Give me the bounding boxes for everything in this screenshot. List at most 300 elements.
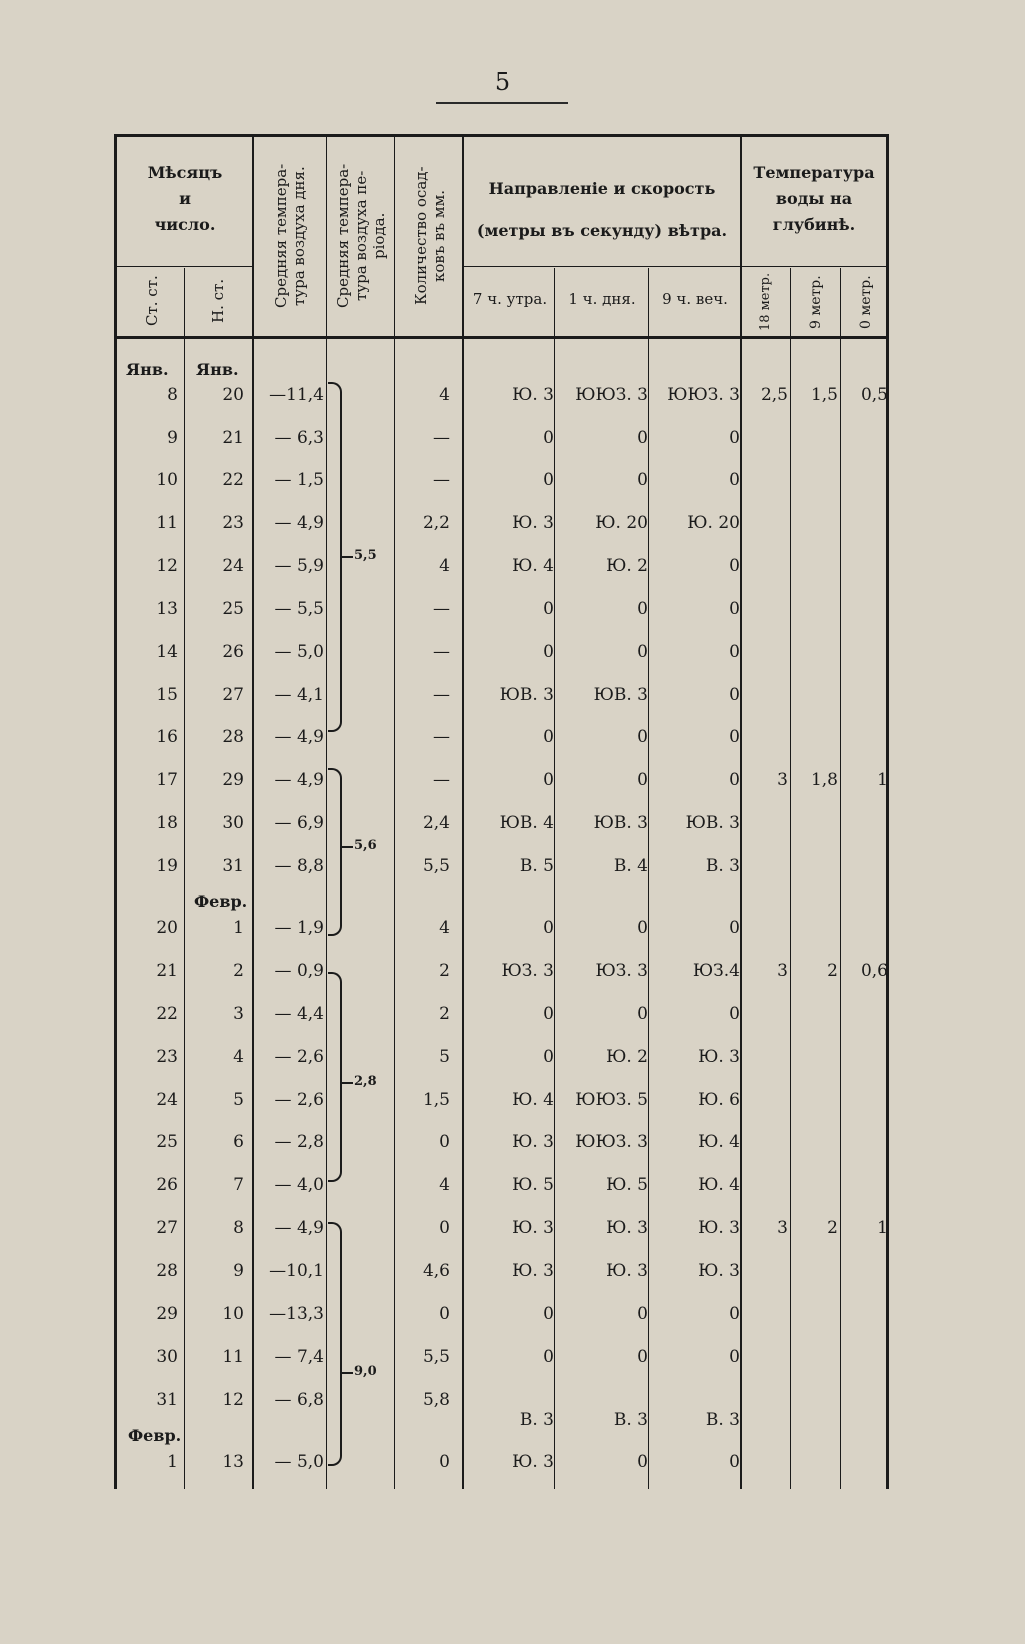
cell-d0: 1 [877, 770, 888, 790]
cell-temp: — 1,9 [274, 918, 324, 938]
cell-nst: 4 [233, 1047, 244, 1067]
cell-precip: 5,8 [422, 1390, 450, 1410]
cell-precip: — [433, 727, 450, 747]
rule-water-sub [742, 266, 887, 267]
cell-d18 [742, 1259, 788, 1283]
header-water-temp [742, 160, 886, 238]
cell-temp: — 4,9 [274, 727, 324, 747]
cell-temp: —13,3 [269, 1304, 324, 1324]
cell-precip: — [433, 428, 450, 448]
cell-w1: 0 [637, 770, 648, 790]
cell-d18 [742, 1130, 788, 1154]
cell-d0 [842, 1088, 888, 1112]
period-brace-4 [328, 1222, 342, 1466]
cell-precip: 2,2 [422, 513, 450, 533]
cell-precip: 0 [439, 1304, 450, 1324]
cell-precip: 0 [439, 1218, 450, 1238]
cell-d18 [742, 554, 788, 578]
cell-w7: Ю. 3 [512, 385, 554, 405]
cell-d9 [792, 640, 838, 664]
cell-d18 [742, 1388, 788, 1412]
cell-w7: 0 [543, 1347, 554, 1367]
cell-temp: — 5,0 [274, 642, 324, 662]
cell-d18 [742, 640, 788, 664]
cell-w7: Ю. 3 [512, 513, 554, 533]
cell-temp: — 4,0 [274, 1175, 324, 1195]
cell-w1: 0 [637, 1347, 648, 1367]
cell-nst: 31 [222, 856, 244, 876]
header-precip: Количество осад- ковъ въ мм. [412, 166, 448, 306]
month-label-jan-new: Янв. [196, 360, 239, 379]
cell-d0 [842, 811, 888, 835]
cell-precip: 5 [439, 1047, 450, 1067]
cell-nst: 7 [233, 1175, 244, 1195]
cell-d9 [792, 1130, 838, 1154]
cell-d9 [792, 1045, 838, 1069]
cell-temp: — 5,5 [274, 599, 324, 619]
cell-w9: Ю. 3 [698, 1261, 740, 1281]
header-wind-line-2: (метры въ секунду) вѣтра. [476, 221, 728, 240]
cell-precip: 2 [439, 961, 450, 981]
cell-w7: Ю. 4 [512, 556, 554, 576]
cell-precip: 2 [439, 1004, 450, 1024]
cell-d0 [842, 511, 888, 535]
page-number: 5 [494, 68, 511, 96]
wind-9pm-extra: В. 3 [705, 1410, 740, 1430]
cell-temp: — 2,6 [274, 1090, 324, 1110]
cell-d0 [842, 426, 888, 450]
cell-w9: 0 [729, 642, 740, 662]
header-month-line-2: и [179, 189, 191, 208]
cell-temp: — 6,3 [274, 428, 324, 448]
cell-nst: 13 [222, 1452, 244, 1472]
period-brace-1 [328, 382, 342, 732]
cell-temp: —10,1 [269, 1261, 324, 1281]
cell-d18 [742, 1045, 788, 1069]
cell-d18 [742, 683, 788, 707]
cell-precip: 5,5 [422, 856, 450, 876]
period-brace-1-tip [341, 556, 353, 558]
cell-st: 21 [156, 961, 178, 981]
cell-w1: Ю. 2 [606, 1047, 648, 1067]
cell-w1: ЮЮЗ. 5 [575, 1090, 648, 1110]
cell-w1: 0 [637, 1304, 648, 1324]
cell-w1: ЮЗ. 3 [595, 961, 648, 981]
cell-w9: 0 [729, 556, 740, 576]
cell-d9: 2 [827, 961, 838, 981]
cell-w9: Ю. 3 [698, 1218, 740, 1238]
cell-w9: Ю. 6 [698, 1090, 740, 1110]
cell-w9: 0 [729, 1452, 740, 1472]
cell-precip: — [433, 642, 450, 662]
divider-wind1-wind9 [648, 268, 649, 1489]
cell-w7: ЮЗ. 3 [501, 961, 554, 981]
cell-d0 [842, 916, 888, 940]
cell-w7: Ю. 3 [512, 1452, 554, 1472]
cell-d9 [792, 1388, 838, 1412]
header-depth-0: 0 метр. [858, 275, 874, 329]
divider-d9-d0 [840, 268, 841, 1489]
cell-d9 [792, 683, 838, 707]
period-temp-3: 2,8 [354, 1074, 377, 1089]
cell-temp: — 4,9 [274, 1218, 324, 1238]
cell-temp: — 2,6 [274, 1047, 324, 1067]
cell-d0 [842, 683, 888, 707]
cell-d9 [792, 1259, 838, 1283]
cell-precip: 4 [439, 918, 450, 938]
cell-d0 [842, 1450, 888, 1474]
header-wind-7am: 7 ч. утра. [472, 290, 548, 308]
cell-w9: 0 [729, 428, 740, 448]
month-label-jan-old: Янв. [126, 360, 169, 379]
cell-w1: 0 [637, 470, 648, 490]
cell-w9: 0 [729, 685, 740, 705]
cell-temp: — 6,9 [274, 813, 324, 833]
cell-w7: 0 [543, 1047, 554, 1067]
cell-d0 [842, 1302, 888, 1326]
header-old-style: Ст. ст. [143, 275, 161, 327]
cell-st: 10 [156, 470, 178, 490]
cell-w1: 0 [637, 1004, 648, 1024]
cell-nst: 9 [233, 1261, 244, 1281]
cell-w9: 0 [729, 1304, 740, 1324]
cell-nst: 3 [233, 1004, 244, 1024]
cell-precip: 1,5 [422, 1090, 450, 1110]
cell-nst: 29 [222, 770, 244, 790]
cell-precip: — [433, 470, 450, 490]
cell-temp: — 6,8 [274, 1390, 324, 1410]
cell-st: 15 [156, 685, 178, 705]
cell-d9: 1,5 [810, 385, 838, 405]
cell-d0 [842, 854, 888, 878]
header-wind-1pm: 1 ч. дня. [568, 290, 636, 308]
cell-w7: ЮВ. 3 [499, 685, 554, 705]
cell-d9 [792, 811, 838, 835]
cell-w9: 0 [729, 1004, 740, 1024]
cell-st: 25 [156, 1132, 178, 1152]
cell-nst: 27 [222, 685, 244, 705]
cell-w7: 0 [543, 599, 554, 619]
cell-w7: Ю. 3 [512, 1261, 554, 1281]
header-water-line-2: воды на [775, 189, 853, 208]
cell-w7: 0 [543, 1004, 554, 1024]
cell-nst: 25 [222, 599, 244, 619]
cell-st: 22 [156, 1004, 178, 1024]
cell-nst: 8 [233, 1218, 244, 1238]
period-temp-1: 5,5 [354, 548, 377, 563]
cell-w1: 0 [637, 727, 648, 747]
cell-d0: 0,6 [860, 961, 888, 981]
cell-temp: —11,4 [269, 385, 324, 405]
cell-nst: 5 [233, 1090, 244, 1110]
cell-precip: 5,5 [422, 1347, 450, 1367]
cell-nst: 30 [222, 813, 244, 833]
cell-w1: ЮЮЗ. 3 [575, 385, 648, 405]
cell-temp: — 4,9 [274, 770, 324, 790]
cell-temp: — 1,5 [274, 470, 324, 490]
cell-d9 [792, 1450, 838, 1474]
cell-st: 24 [156, 1090, 178, 1110]
period-brace-3 [328, 972, 342, 1182]
period-temp-2: 5,6 [354, 838, 377, 853]
cell-nst: 6 [233, 1132, 244, 1152]
cell-precip: 4 [439, 1175, 450, 1195]
cell-d18 [742, 854, 788, 878]
header-avg-period-temp: Средняя темпера- тура воздуха пе- ріода. [334, 163, 388, 309]
cell-d18 [742, 1345, 788, 1369]
cell-w9: Ю. 20 [687, 513, 740, 533]
cell-w7: 0 [543, 770, 554, 790]
cell-w7: Ю. 4 [512, 1090, 554, 1110]
cell-precip: — [433, 599, 450, 619]
cell-d9 [792, 916, 838, 940]
wind-1pm-extra: В. 3 [613, 1410, 648, 1430]
cell-temp: — 4,4 [274, 1004, 324, 1024]
cell-st: 8 [167, 385, 178, 405]
cell-precip: 4 [439, 385, 450, 405]
cell-w1: 0 [637, 642, 648, 662]
month-label-feb-new: Февр. [194, 892, 248, 911]
cell-d9: 2 [827, 1218, 838, 1238]
cell-w9: Ю. 4 [698, 1132, 740, 1152]
cell-precip: 2,4 [422, 813, 450, 833]
cell-w9: ЮЗ.4 [692, 961, 740, 981]
cell-precip: — [433, 685, 450, 705]
cell-d18 [742, 468, 788, 492]
cell-nst: 1 [233, 918, 244, 938]
divider-st-nst [184, 268, 185, 1489]
cell-d9 [792, 1173, 838, 1197]
cell-d9 [792, 1088, 838, 1112]
cell-w7: Ю. 5 [512, 1175, 554, 1195]
cell-w9: В. 3 [705, 856, 740, 876]
cell-w1: 0 [637, 918, 648, 938]
cell-st: 20 [156, 918, 178, 938]
cell-nst: 21 [222, 428, 244, 448]
cell-temp: — 5,9 [274, 556, 324, 576]
cell-d18 [742, 1088, 788, 1112]
cell-d9 [792, 854, 838, 878]
cell-w1: ЮЮЗ. 3 [575, 1132, 648, 1152]
cell-nst: 28 [222, 727, 244, 747]
cell-d9 [792, 597, 838, 621]
header-month-day [118, 160, 252, 238]
cell-d0: 1 [877, 1218, 888, 1238]
cell-w9: Ю. 3 [698, 1047, 740, 1067]
cell-d0 [842, 554, 888, 578]
header-water-line-3: глубинѣ. [772, 215, 856, 234]
cell-d0 [842, 1002, 888, 1026]
cell-nst: 10 [222, 1304, 244, 1324]
cell-w9: ЮВ. 3 [685, 813, 740, 833]
cell-temp: — 4,1 [274, 685, 324, 705]
cell-d18: 3 [777, 961, 788, 981]
cell-st: 19 [156, 856, 178, 876]
cell-d0 [842, 725, 888, 749]
cell-w1: Ю. 3 [606, 1218, 648, 1238]
cell-d0 [842, 597, 888, 621]
cell-precip: 0 [439, 1132, 450, 1152]
divider-d18-d9 [790, 268, 791, 1489]
cell-d9 [792, 1002, 838, 1026]
header-month-line-1: Мѣсяцъ [147, 163, 223, 182]
cell-w1: В. 4 [613, 856, 648, 876]
cell-nst: 20 [222, 385, 244, 405]
cell-nst: 2 [233, 961, 244, 981]
month-label-feb-old: Февр. [128, 1426, 182, 1445]
page-number-rule [436, 102, 568, 104]
cell-w1: Ю. 2 [606, 556, 648, 576]
cell-st: 29 [156, 1304, 178, 1324]
cell-w7: Ю. 3 [512, 1218, 554, 1238]
cell-w7: В. 5 [519, 856, 554, 876]
cell-w9: 0 [729, 918, 740, 938]
cell-d18 [742, 1002, 788, 1026]
cell-st: 26 [156, 1175, 178, 1195]
cell-w1: Ю. 20 [595, 513, 648, 533]
wind-7am-extra: В. 3 [519, 1410, 554, 1430]
cell-w7: 0 [543, 918, 554, 938]
cell-d9 [792, 426, 838, 450]
cell-w9: ЮЮЗ. 3 [667, 385, 740, 405]
cell-d0 [842, 1259, 888, 1283]
cell-temp: — 0,9 [274, 961, 324, 981]
cell-temp: — 4,9 [274, 513, 324, 533]
cell-temp: — 7,4 [274, 1347, 324, 1367]
cell-d18 [742, 597, 788, 621]
cell-d0 [842, 1345, 888, 1369]
cell-w7: 0 [543, 642, 554, 662]
cell-w7: Ю. 3 [512, 1132, 554, 1152]
cell-nst: 26 [222, 642, 244, 662]
cell-st: 1 [167, 1452, 178, 1472]
header-depth-9: 9 метр. [808, 275, 824, 329]
cell-d18: 3 [777, 770, 788, 790]
cell-w7: 0 [543, 727, 554, 747]
header-month-line-3: число. [154, 215, 216, 234]
cell-w1: 0 [637, 1452, 648, 1472]
cell-st: 28 [156, 1261, 178, 1281]
cell-st: 12 [156, 556, 178, 576]
rule-wind-sub [464, 266, 741, 267]
cell-d9 [792, 468, 838, 492]
cell-d0 [842, 1045, 888, 1069]
header-depth-18: 18 метр. [758, 272, 773, 332]
cell-d18 [742, 916, 788, 940]
cell-d18 [742, 1302, 788, 1326]
cell-temp: — 2,8 [274, 1132, 324, 1152]
cell-st: 27 [156, 1218, 178, 1238]
cell-d18: 3 [777, 1218, 788, 1238]
cell-w1: 0 [637, 599, 648, 619]
cell-st: 18 [156, 813, 178, 833]
header-wind-9pm: 9 ч. веч. [662, 290, 728, 308]
cell-precip: — [433, 770, 450, 790]
cell-w9: 0 [729, 1347, 740, 1367]
cell-st: 31 [156, 1390, 178, 1410]
cell-d0 [842, 1173, 888, 1197]
rule-date-sub [117, 266, 253, 267]
cell-nst: 12 [222, 1390, 244, 1410]
cell-st: 14 [156, 642, 178, 662]
header-avg-day-temp: Средняя темпера- тура воздуха дня. [272, 163, 308, 309]
cell-st: 17 [156, 770, 178, 790]
cell-nst: 23 [222, 513, 244, 533]
cell-w7: 0 [543, 1304, 554, 1324]
cell-nst: 24 [222, 556, 244, 576]
cell-w9: Ю. 4 [698, 1175, 740, 1195]
cell-st: 16 [156, 727, 178, 747]
cell-d9: 1,8 [810, 770, 838, 790]
cell-precip: 0 [439, 1452, 450, 1472]
period-brace-2 [328, 768, 342, 936]
cell-precip: 4,6 [422, 1261, 450, 1281]
cell-d18 [742, 511, 788, 535]
period-temp-4: 9,0 [354, 1364, 377, 1379]
cell-d9 [792, 1345, 838, 1369]
cell-d18 [742, 1173, 788, 1197]
period-brace-3-tip [341, 1082, 353, 1084]
cell-st: 9 [167, 428, 178, 448]
cell-w7: ЮВ. 4 [499, 813, 554, 833]
cell-d0 [842, 468, 888, 492]
cell-nst: 22 [222, 470, 244, 490]
cell-d0: 0,5 [860, 385, 888, 405]
cell-w9: 0 [729, 599, 740, 619]
cell-w1: Ю. 5 [606, 1175, 648, 1195]
cell-d9 [792, 511, 838, 535]
cell-w1: ЮВ. 3 [593, 813, 648, 833]
cell-temp: — 8,8 [274, 856, 324, 876]
cell-w9: 0 [729, 770, 740, 790]
cell-w7: 0 [543, 470, 554, 490]
cell-d18 [742, 426, 788, 450]
cell-w1: Ю. 3 [606, 1261, 648, 1281]
cell-d18 [742, 725, 788, 749]
cell-precip: 4 [439, 556, 450, 576]
period-brace-4-tip [341, 1372, 353, 1374]
cell-nst: 11 [222, 1347, 244, 1367]
table-top-border [114, 134, 889, 137]
cell-d9 [792, 725, 838, 749]
header-wind [464, 168, 740, 252]
cell-d18: 2,5 [760, 385, 788, 405]
header-water-line-1: Температура [753, 163, 875, 182]
cell-st: 13 [156, 599, 178, 619]
cell-w1: 0 [637, 428, 648, 448]
cell-d9 [792, 554, 838, 578]
divider-wind7-wind1 [554, 268, 555, 1489]
header-wind-line-1: Направленіе и скорость [488, 179, 716, 198]
period-brace-2-tip [341, 846, 353, 848]
cell-d0 [842, 640, 888, 664]
cell-w9: 0 [729, 470, 740, 490]
header-new-style: Н. ст. [209, 278, 227, 324]
cell-w9: 0 [729, 727, 740, 747]
cell-w7: 0 [543, 428, 554, 448]
cell-d9 [792, 1302, 838, 1326]
cell-st: 30 [156, 1347, 178, 1367]
cell-st: 23 [156, 1047, 178, 1067]
cell-d18 [742, 1450, 788, 1474]
header-bottom-rule [117, 336, 887, 339]
cell-d18 [742, 811, 788, 835]
cell-st: 11 [156, 513, 178, 533]
cell-w1: ЮВ. 3 [593, 685, 648, 705]
cell-temp: — 5,0 [274, 1452, 324, 1472]
cell-d0 [842, 1388, 888, 1412]
cell-d0 [842, 1130, 888, 1154]
